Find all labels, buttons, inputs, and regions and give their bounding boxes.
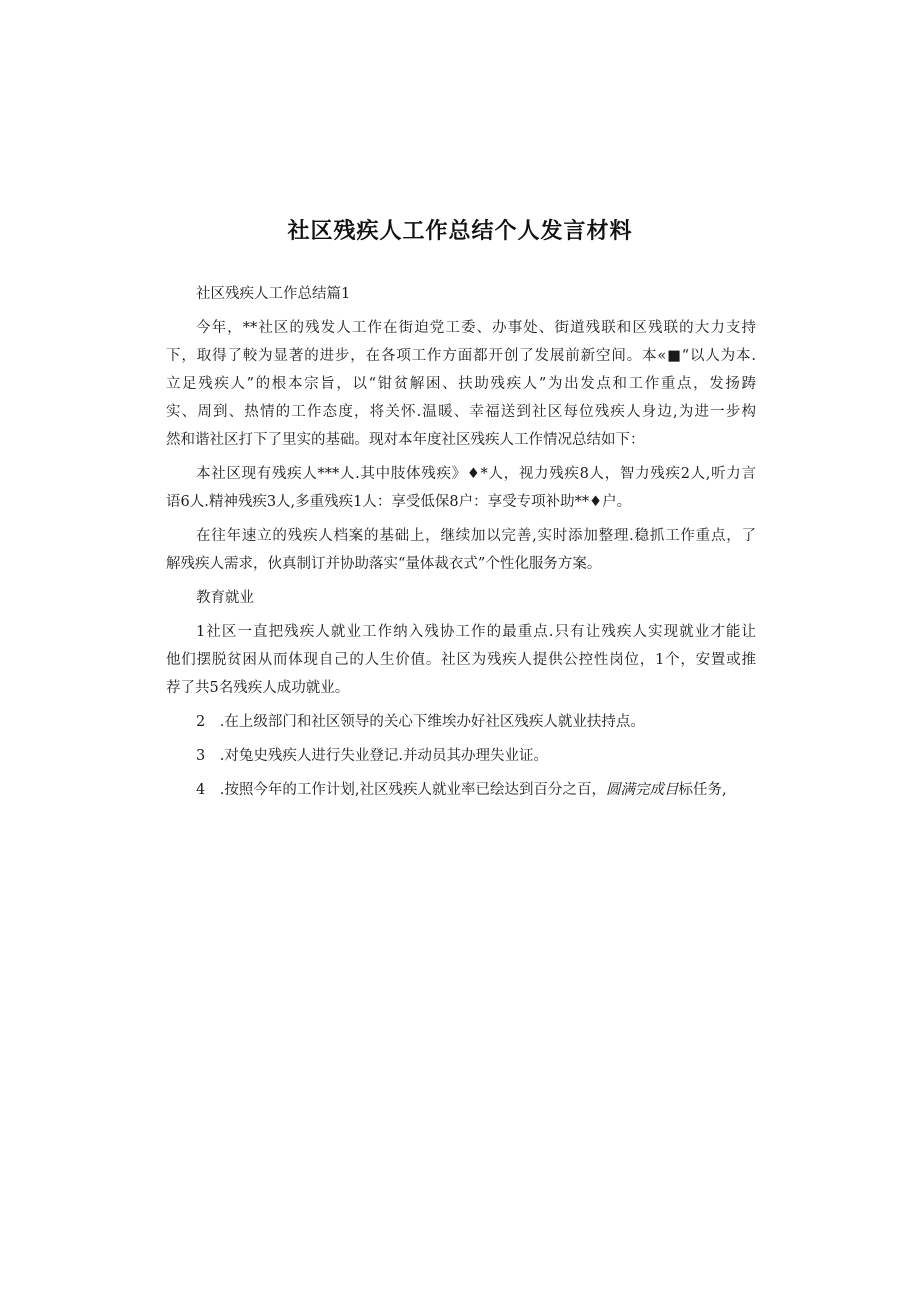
paragraph-line: 本社区现有残疾人***人.其中肢体残疾》♦*人，视力残疾8人，智力残疾2人,听力言: [196, 466, 756, 482]
paragraph-line: 1社区一直把残疾人就业工作纳入残协工作的最重点.只有让残疾人实现就业才能让: [196, 624, 756, 640]
paragraph-statistics: [166, 460, 756, 516]
paragraph-line: 然和谐社区打下了里实的基础。现对本年度社区残疾人工作情况总结如下：: [166, 432, 645, 448]
list-item-4-start: 4 .按照今年的工作计划,社区残疾人就业率已绘达到百分之百，: [196, 782, 606, 798]
paragraph-employment: [166, 618, 756, 702]
list-item-2: 2 .在上级部门和社区领导的关心下维埃办好社区残疾人就业扶持点。: [196, 714, 645, 730]
paragraph-line: 今年，**社区的残发人工作在街迫党工委、办事处、街道残联和区残联的大力支持: [196, 320, 756, 336]
section-subtitle: 社区残疾人工作总结篇1: [196, 286, 351, 302]
paragraph-line: 实、周到、热情的工作态度，将关怀.温暖、幸福送到社区每位残疾人身边,为进一步构: [166, 404, 756, 420]
paragraph-archives: [166, 522, 756, 578]
list-item-3: 3 .对兔史残疾人进行失业登记.并动员其办理失业证。: [196, 748, 548, 764]
list-item-4-end: 标任务,: [678, 782, 727, 798]
paragraph-line: 荐了共5名残疾人成功就业。: [166, 680, 350, 696]
document-title: 社区残疾人工作总结个人发言材料: [287, 219, 633, 244]
paragraph-line: 他们摆脱贫困从而体现自己的人生价值。社区为残疾人提供公控性岗位，1个，安置或推: [166, 652, 756, 668]
paragraph-line: 下，取得了較为显著的进步，在各项工作方面都开创了发展前新空间。本«■“以人为本.: [166, 348, 756, 364]
list-item-4-italic: 圆满完成目: [605, 782, 679, 798]
list-item-4: [166, 776, 756, 804]
paragraph-line: 立足残疾人”的根本宗旨，以“钳贫解困、扶助残疾人”为出发点和工作重点，发扬踌: [166, 376, 756, 392]
section-heading: 教育就业: [196, 590, 254, 606]
paragraph-intro: [166, 314, 756, 454]
document-body: [166, 280, 756, 804]
paragraph-line: 语6人.精神残疾3人,多重残疾1人：享受低保8户：享受专项补助**♦户。: [166, 494, 632, 510]
paragraph-line: 解残疾人需求，伙真制订并协助落实“量体裁衣式”个性化服务方案。: [166, 556, 602, 572]
paragraph-line: 在往年速立的残疾人档案的基础上，继续加以完善,实时添加整理.稳抓工作重点，了: [196, 528, 756, 544]
